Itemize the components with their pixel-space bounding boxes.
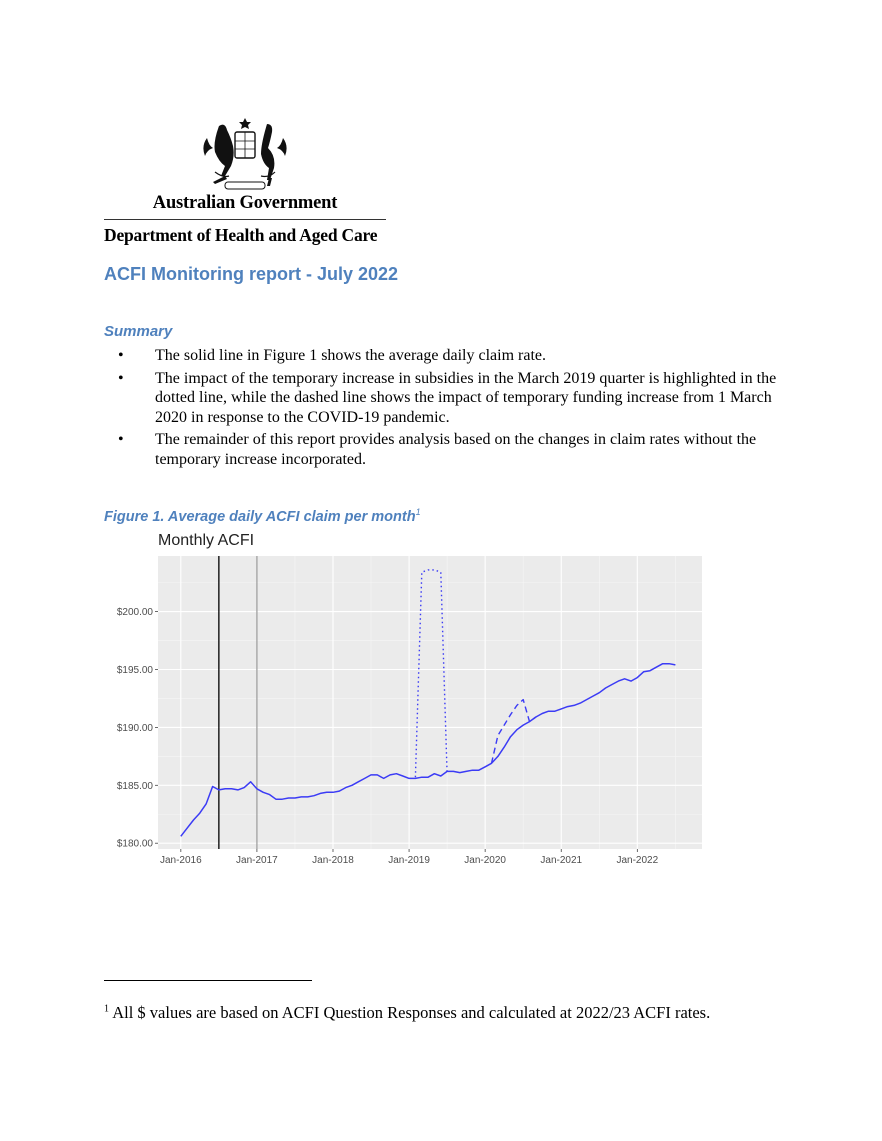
x-tick-label: Jan-2021: [540, 855, 583, 866]
footnote: [104, 1003, 710, 1023]
footnote-text: All $ values are based on ACFI Question Responses and calculated at 2022/23 ACFI rates.: [112, 1003, 711, 1022]
y-tick-label: $200.00: [116, 607, 153, 619]
list-item: [118, 346, 778, 366]
y-tick-label: $185.00: [116, 780, 153, 792]
x-tick-label: Jan-2020: [464, 855, 507, 866]
list-item: [118, 369, 778, 428]
government-name: Australian Government: [152, 193, 338, 213]
bullet-glyph: •: [118, 369, 124, 387]
footnote-number: 1: [104, 1003, 109, 1015]
list-item: [118, 430, 778, 469]
summary-list: [118, 346, 778, 472]
monthly-acfi-chart: [104, 526, 708, 870]
x-tick-label: Jan-2016: [159, 855, 202, 866]
summary-heading: Summary: [104, 323, 173, 340]
figure-caption: [104, 507, 421, 525]
x-tick-label: Jan-2019: [388, 855, 430, 866]
summary-bullet-text: The impact of the temporary increase in subsidies in the March 2019 quarter is highlighted in the dotted line, while the dashed line shows the impact of temporary funding increase from 1 March 2020 in response to the COVID-19 pandemic.: [155, 369, 777, 426]
coat-of-arms-logo: [195, 116, 295, 196]
summary-bullet-text: The solid line in Figure 1 shows the average daily claim rate.: [155, 347, 546, 364]
y-tick-label: $195.00: [116, 664, 153, 676]
bullet-glyph: •: [118, 431, 124, 448]
y-tick-label: $180.00: [116, 838, 153, 850]
y-tick-label: $190.00: [116, 722, 153, 734]
x-tick-label: Jan-2017: [236, 855, 278, 866]
x-tick-label: Jan-2018: [312, 855, 354, 866]
summary-bullet-text: The remainder of this report provides analysis based on the changes in claim rates without the temporary increase incorporated.: [155, 431, 757, 468]
report-title: ACFI Monitoring report - July 2022: [104, 264, 399, 284]
footnote-divider: [104, 980, 312, 981]
bullet-glyph: •: [118, 347, 124, 364]
plot-panel: [158, 556, 702, 849]
department-name: Department of Health and Aged Care: [104, 225, 378, 245]
figure-caption-text: Figure 1. Average daily ACFI claim per month: [104, 508, 416, 525]
footnote-reference: 1: [415, 507, 421, 517]
x-tick-label: Jan-2022: [616, 855, 659, 866]
chart-title: Monthly ACFI: [158, 532, 255, 549]
header-divider: [104, 219, 386, 220]
